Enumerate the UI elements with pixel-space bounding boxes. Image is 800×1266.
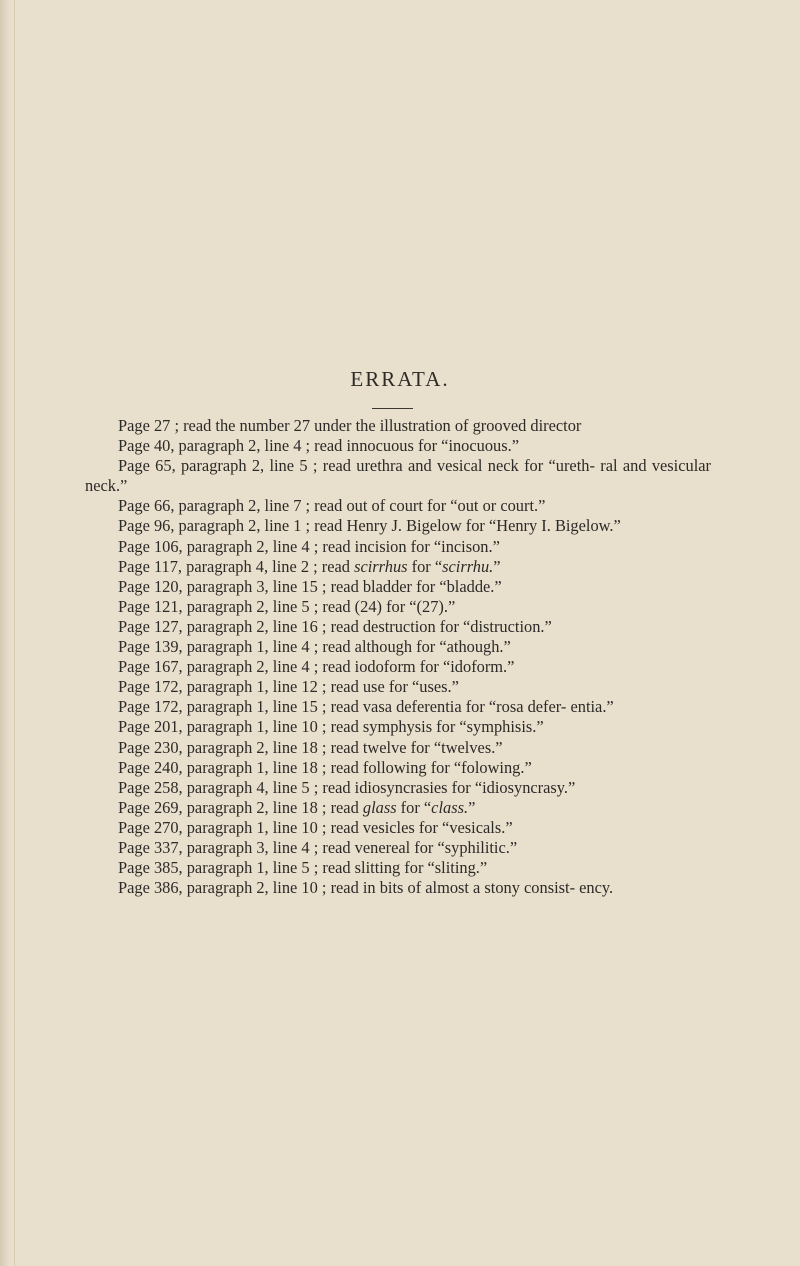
errata-entry: Page 385, paragraph 1, line 5 ; read slitting for “sliting.”: [118, 858, 488, 878]
binding-fold: [14, 0, 15, 1266]
entry-text: ”: [493, 556, 501, 576]
errata-entry: Page 172, paragraph 1, line 12 ; read use for “uses.”: [118, 677, 459, 697]
entry-italic-correction: scirrhus: [354, 556, 408, 576]
errata-entry: [85, 798, 711, 818]
errata-title: ERRATA.: [350, 367, 450, 391]
entry-italic-error: class.: [431, 797, 469, 817]
errata-entry: Page 258, paragraph 4, line 5 ; read idiosyncrasies for “idiosyncrasy.”: [118, 777, 576, 797]
errata-entry: Page 167, paragraph 2, line 4 ; read iodoform for “idoform.”: [118, 657, 515, 677]
errata-entry: Page 120, paragraph 3, line 15 ; read bladder for “bladde.”: [118, 576, 502, 596]
errata-entry: Page 172, paragraph 1, line 15 ; read vasa deferentia for “rosa defer- entia.”: [118, 697, 614, 717]
errata-entry: Page 230, paragraph 2, line 18 ; read twelve for “twelves.”: [118, 737, 503, 757]
errata-entry: Page 270, paragraph 1, line 10 ; read vesicles for “vesicals.”: [118, 817, 513, 837]
errata-entry: Page 240, paragraph 1, line 18 ; read following for “folowing.”: [118, 757, 532, 777]
errata-entry: Page 27 ; read the number 27 under the illustration of grooved director: [118, 416, 582, 435]
entry-text: Page 269, paragraph 2, line 18 ; read: [118, 797, 363, 817]
errata-entry: Page 386, paragraph 2, line 10 ; read in bits of almost a stony consist- ency.: [118, 878, 614, 898]
entry-text: for “: [396, 797, 432, 817]
entry-text: ”: [468, 797, 476, 817]
errata-entry: Page 127, paragraph 2, line 16 ; read destruction for “distruction.”: [118, 616, 552, 636]
errata-entry: Page 337, paragraph 3, line 4 ; read venereal for “syphilitic.”: [118, 837, 518, 857]
errata-entry: Page 106, paragraph 2, line 4 ; read incision for “incison.”: [118, 536, 500, 556]
entry-text: for “: [407, 556, 443, 576]
page-edge-shadow: [0, 0, 10, 1266]
title-rule: [372, 408, 413, 409]
errata-entry: Page 96, paragraph 2, line 1 ; read Henry J. Bigelow for “Henry I. Bigelow.”: [118, 516, 621, 536]
entry-italic-error: scirrhu.: [442, 556, 494, 576]
errata-entry: Page 65, paragraph 2, line 5 ; read urethra and vesical neck for “ureth- ral and vesicular neck.”: [85, 456, 711, 496]
errata-entry: Page 40, paragraph 2, line 4 ; read innocuous for “inocuous.”: [118, 436, 519, 456]
errata-entry: Page 139, paragraph 1, line 4 ; read although for “athough.”: [118, 637, 511, 657]
errata-entry: Page 201, paragraph 1, line 10 ; read symphysis for “symphisis.”: [118, 717, 544, 737]
errata-entry: Page 121, paragraph 2, line 5 ; read (24) for “(27).”: [118, 596, 456, 616]
entry-italic-correction: glass: [362, 797, 397, 817]
errata-list: [85, 416, 711, 898]
errata-entry: Page 66, paragraph 2, line 7 ; read out of court for “out or court.”: [118, 496, 546, 516]
entry-text: Page 117, paragraph 4, line 2 ; read: [118, 556, 355, 576]
errata-entry: [85, 557, 711, 577]
